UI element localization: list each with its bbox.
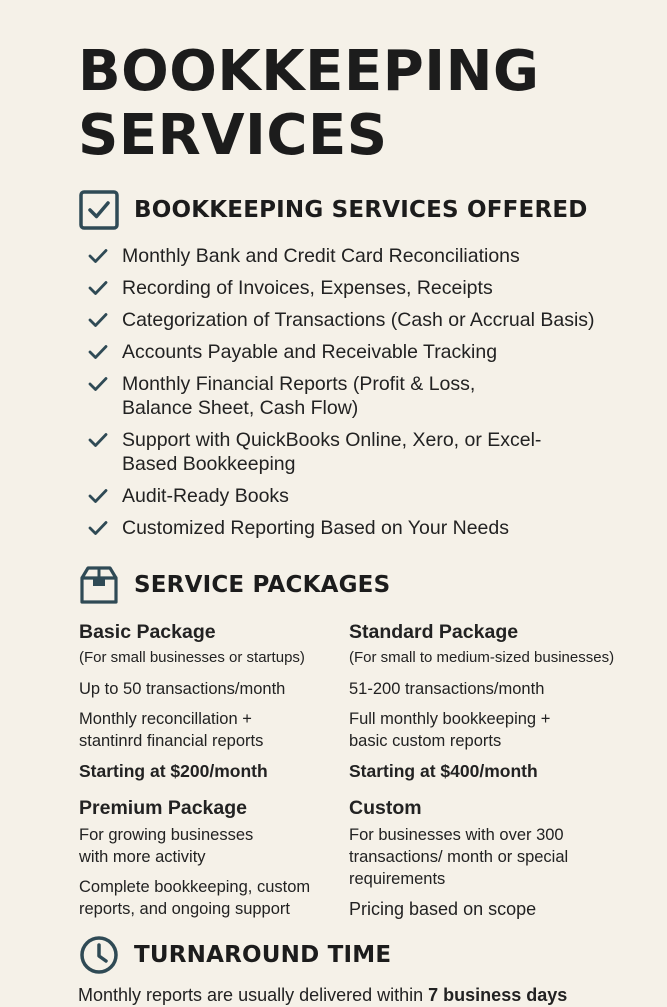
- package-name: Premium Package: [79, 797, 248, 819]
- premium-package: [79, 796, 349, 928]
- package-subtitle: For businesses with over 300 transactions/ month or special requirements: [349, 826, 569, 888]
- services-list: [88, 244, 648, 548]
- package-includes: Full monthly bookkeeping + basic custom reports: [349, 710, 551, 750]
- custom-package: [349, 796, 609, 920]
- service-packages-heading: SERVICE PACKAGES: [134, 572, 391, 598]
- service-item-label: Recording of Invoices, Expenses, Receipts: [122, 277, 493, 299]
- services-offered-heading: BOOKKEEPING SERVICES OFFERED: [134, 197, 588, 223]
- turnaround-heading: TURNAROUND TIME: [134, 942, 392, 968]
- check-icon: [88, 432, 108, 448]
- package-subtitle: (For small businesses or startups): [79, 649, 305, 666]
- package-subtitle: (For small to medium-sized businesses): [349, 649, 615, 666]
- list-item: [88, 340, 648, 364]
- list-item: [88, 484, 648, 508]
- check-icon: [88, 376, 108, 392]
- package-price: Starting at $400/month: [349, 761, 538, 781]
- service-item-label: Audit-Ready Books: [122, 485, 289, 507]
- check-icon: [88, 344, 108, 360]
- service-item-label: Monthly Financial Reports (Profit & Loss, Balance Sheet, Cash Flow): [122, 373, 476, 419]
- package-name: Standard Package: [349, 621, 519, 643]
- clock-icon: [78, 934, 120, 976]
- list-item: [88, 372, 648, 420]
- turnaround-header: [78, 934, 391, 976]
- list-item: [88, 516, 648, 540]
- package-subtitle: For growing businesses with more activity: [79, 826, 254, 866]
- turnaround-text: [78, 983, 567, 1007]
- service-item-label: Accounts Payable and Receivable Tracking: [122, 341, 498, 363]
- package-volume: 51-200 transactions/month: [349, 680, 545, 698]
- list-item: [88, 244, 648, 268]
- package-price: Starting at $200/month: [79, 761, 268, 781]
- standard-package: [349, 620, 649, 782]
- turnaround-text-prefix: Monthly reports are usually delivered within: [78, 985, 429, 1005]
- services-offered-header: [78, 189, 588, 231]
- basic-package: [79, 620, 349, 782]
- box-icon: [78, 564, 120, 606]
- service-item-label: Monthly Bank and Credit Card Reconciliations: [122, 245, 520, 267]
- package-name: Basic Package: [79, 621, 216, 643]
- check-icon: [88, 248, 108, 264]
- turnaround-days: 7 business days: [428, 985, 568, 1005]
- service-item-label: Categorization of Transactions (Cash or Accrual Basis): [122, 309, 595, 331]
- service-item-label: Support with QuickBooks Online, Xero, or Excel-Based Bookkeeping: [122, 429, 542, 475]
- service-packages-header: [78, 564, 390, 606]
- list-item: [88, 308, 648, 332]
- check-icon: [88, 488, 108, 504]
- check-icon: [88, 312, 108, 328]
- check-icon: [88, 520, 108, 536]
- title-line-1: BOOKKEEPING: [78, 39, 540, 104]
- package-includes: Complete bookkeeping, custom reports, and ongoing support: [79, 878, 311, 918]
- page-title: [78, 40, 539, 168]
- package-price: Pricing based on scope: [349, 899, 537, 919]
- check-icon: [88, 280, 108, 296]
- package-name: Custom: [349, 797, 422, 819]
- list-item: [88, 428, 648, 476]
- checkbox-icon: [78, 189, 120, 231]
- package-volume: Up to 50 transactions/month: [79, 680, 286, 698]
- list-item: [88, 276, 648, 300]
- service-item-label: Customized Reporting Based on Your Needs: [122, 517, 509, 539]
- title-line-2: SERVICES: [78, 103, 388, 168]
- package-includes: Monthly reconcillation + stantinrd financial reports: [79, 710, 264, 750]
